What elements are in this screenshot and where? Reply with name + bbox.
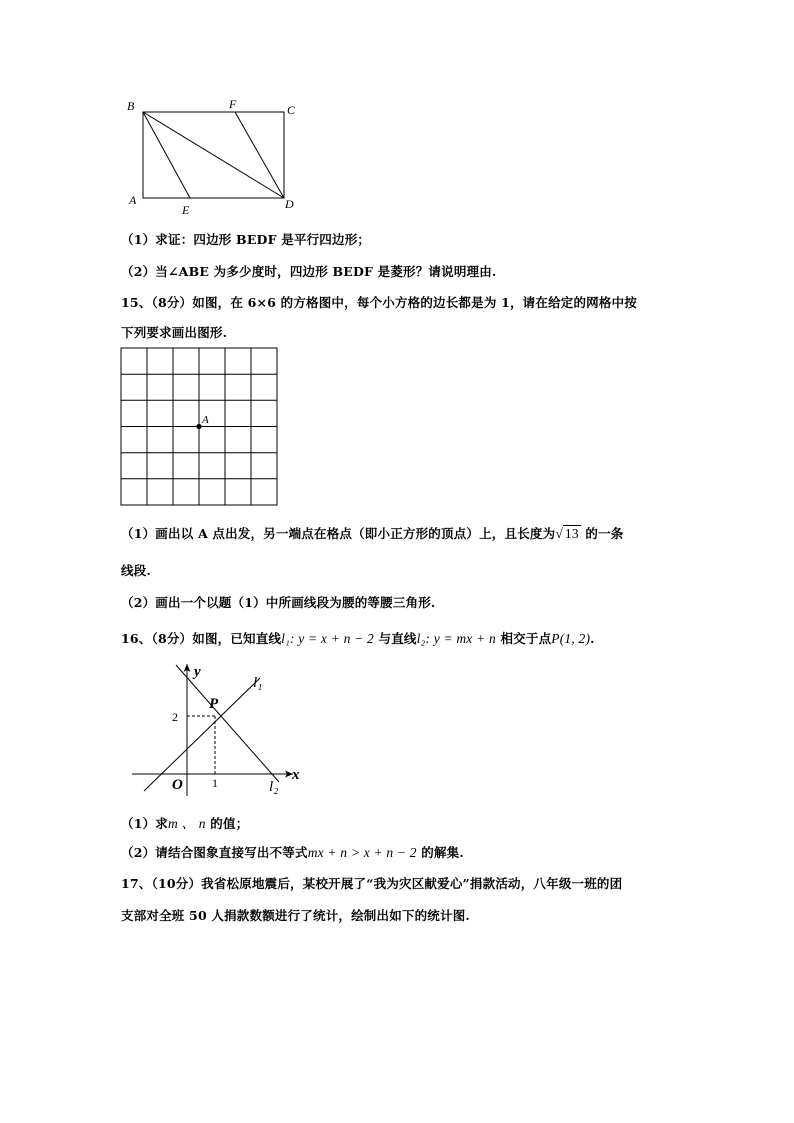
segment-bd	[143, 112, 284, 198]
q16-stem-end: .	[590, 631, 595, 646]
q15-stem-line2: 下列要求画出图形.	[121, 325, 228, 340]
graph-p-label: P	[209, 696, 219, 712]
l1-equation: l₁: y = x + n − 2	[281, 631, 374, 646]
q15-part2: （2）画出一个以题（1）中所画线段为腰的等腰三角形.	[121, 595, 436, 610]
q16-part1	[121, 812, 248, 832]
q16-stem-mid: 与直线	[373, 631, 417, 646]
label-d: D	[285, 197, 294, 211]
point-a-dot	[196, 424, 201, 429]
label-f: F	[229, 97, 237, 111]
l2-equation: l₂: y = mx + n	[416, 631, 496, 646]
q15-stem-line1: 15、（8分）如图，在 6×6 的方格图中，每个小方格的边长都是为 1，请在给定的网格中按	[121, 295, 637, 310]
q17-line1: 17、（10分）我省松原地震后，某校开展了“我为灾区献爱心”捐款活动，八年级一班的团	[121, 876, 623, 891]
q16-part1-post: 的值；	[205, 816, 249, 831]
q16-part2	[121, 843, 464, 861]
sqrt-13: √ 13	[555, 526, 579, 541]
graph-tick-x: 1	[212, 776, 218, 790]
q15-part1	[121, 524, 623, 542]
q14-part1: （1）求证：四边形 BEDF 是平行四边形；	[121, 232, 371, 247]
q16-stem-pre: 16、（8分）如图，已知直线	[121, 631, 282, 646]
label-a: A	[129, 193, 137, 207]
graph-tick-y: 2	[172, 710, 178, 724]
label-b: B	[127, 99, 135, 113]
graph-x-label: x	[292, 767, 300, 783]
graph-l1-label: l₁	[253, 675, 263, 691]
label-c: C	[287, 103, 296, 117]
point-p-coords: P(1, 2)	[551, 631, 591, 646]
q16-part1-vars: m 、 n	[168, 816, 206, 831]
q15-part1-post: 的一条	[580, 526, 624, 541]
q15-part1-pre: （1）画出以 A 点出发，另一端点在格点（即小正方形的顶点）上，且长度为	[121, 526, 556, 541]
q16-stem-mid2: 相交于点	[495, 631, 552, 646]
q17-line2: 支部对全班 50 人捐款数额进行了统计，绘制出如下的统计图.	[121, 908, 470, 923]
graph-l2-label: l₂	[269, 779, 279, 795]
rectangle-figure	[118, 94, 308, 218]
graph-origin-label: O	[172, 777, 183, 793]
segment-be	[143, 112, 190, 198]
sqrt-13-radicand: 13	[564, 526, 579, 541]
segment-fd	[235, 112, 284, 198]
q15-part1-line2: 线段.	[121, 563, 151, 578]
q16-part2-post: 的解集.	[416, 845, 464, 860]
graph-y-label: y	[194, 664, 201, 680]
line-l2	[176, 665, 279, 782]
q14-part2: （2）当∠ABE 为多少度时，四边形 BEDF 是菱形？请说明理由.	[121, 264, 497, 279]
label-e: E	[182, 203, 190, 217]
grid-label-a: A	[202, 414, 209, 426]
q16-stem	[121, 629, 595, 647]
coordinate-graph	[128, 658, 308, 800]
grid-figure	[119, 347, 281, 509]
q16-part1-pre: （1）求	[121, 816, 168, 831]
q16-part2-pre: （2）请结合图象直接写出不等式	[121, 845, 308, 860]
q16-inequality: mx + n > x + n − 2	[307, 845, 417, 860]
